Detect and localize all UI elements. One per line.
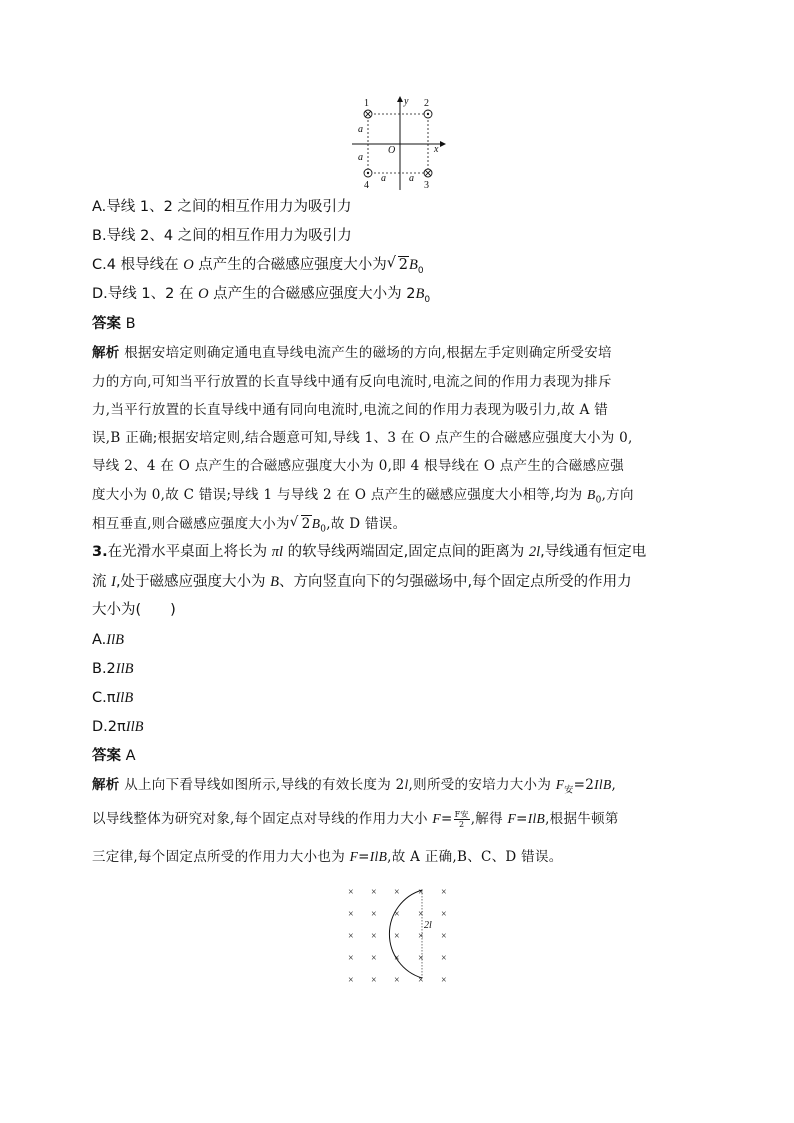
q2-expl-6a: 度大小为 0,故 C 错误;导线 1 与导线 2 在 O 点产生的磁感应强度大小相等,均为 (92, 487, 588, 503)
field-cross-icon: × (371, 931, 377, 942)
q2-expl-line-5: 导线 2、4 在 O 点产生的合磁感应强度大小为 0,即 4 根导线在 O 点产生的合磁感应强 (92, 458, 625, 474)
q2-option-d-prefix: D.导线 1、2 在 (92, 286, 199, 302)
q2-option-a: A.导线 1、2 之间的相互作用力为吸引力 (92, 199, 352, 215)
q2-expl-7a: 相互垂直,则合磁感应强度大小为 (92, 516, 290, 532)
field-cross-icon: × (348, 931, 354, 942)
q3-expl-1e: , (611, 777, 617, 793)
q3-expl-2c: = (516, 811, 528, 827)
field-cross-icon: × (348, 887, 354, 898)
field-cross-icon: × (394, 887, 400, 898)
q2-option-c-o: O (183, 257, 194, 273)
magnetic-field-wire-figure (340, 878, 460, 988)
q3-expl-1b: ,则所受的安培力大小为 (408, 777, 556, 793)
q3-option-a-label: A. (92, 632, 107, 648)
label-origin: O (388, 145, 396, 156)
q3-stem-2a: 流 (92, 574, 112, 590)
q3-stem-2-i: I (111, 574, 116, 590)
q2-expl-6c: ,方向 (601, 487, 634, 503)
label-a-bottom-right: a (409, 173, 414, 184)
y-axis-arrow (397, 96, 403, 102)
q2-expl-7c: ,故 D 错误。 (326, 516, 407, 532)
field-cross-icon: × (418, 909, 424, 920)
q3-stem-line-2 (92, 571, 632, 593)
q3-stem-line-3: 大小为( ) (92, 602, 176, 618)
q3-stem-1b: 的软导线两端固定,固定点间的距离为 (283, 544, 529, 560)
q3-option-c-val: IlB (115, 690, 134, 706)
field-crosses (348, 887, 447, 986)
field-cross-icon: × (418, 931, 424, 942)
q2-expl-line-1 (92, 342, 612, 364)
field-cross-icon: × (371, 953, 377, 964)
field-cross-icon: × (418, 975, 424, 986)
q2-expl-7b: B (311, 516, 321, 531)
fraction-denominator: 2 (458, 820, 465, 829)
q2-answer-label: 答案 (92, 316, 121, 332)
wire-1-into-page-icon (364, 110, 372, 118)
q3-expl-1d: IlB (594, 777, 612, 792)
field-cross-icon: × (441, 953, 447, 964)
label-a-left-top: a (358, 124, 363, 135)
q3-expl-3-F: F (349, 849, 359, 864)
q2-expl-7sub: 0 (320, 524, 327, 535)
q2-expl-label: 解析 (92, 345, 120, 361)
q3-answer (92, 745, 136, 767)
q3-expl-line-2 (92, 808, 619, 830)
q3-expl-2-eq: = (440, 811, 453, 827)
q3-expl-2e: ,根据牛顿第 (545, 811, 619, 827)
q3-expl-3d: ,故 A 正确,B、C、D 错误。 (387, 849, 563, 865)
fraction-numerator: F安 (454, 810, 469, 819)
field-cross-icon: × (441, 931, 447, 942)
q2-option-c-sub: 0 (417, 265, 424, 276)
field-cross-icon: × (348, 953, 354, 964)
q3-stem-2-B: B (270, 574, 280, 590)
q3-option-c (92, 687, 133, 709)
field-cross-icon: × (371, 975, 377, 986)
q3-stem-1-2l: 2l (528, 544, 541, 560)
q3-expl-2a: 以导线整体为研究对象,每个固定点对导线的作用力大小 (92, 811, 433, 827)
field-cross-icon: × (371, 887, 377, 898)
field-cross-icon: × (348, 975, 354, 986)
q3-stem-2c: 、方向竖直向下的匀强磁场中,每个固定点所受的作用力 (279, 574, 632, 590)
q3-expl-2b: ,解得 (470, 811, 508, 827)
q3-option-a-val: IlB (106, 632, 124, 648)
q3-expl-1c: =2 (573, 777, 595, 793)
q3-option-d-label: D.2π (92, 719, 126, 735)
q3-expl-1-F: F (555, 777, 565, 792)
q3-option-b-label: B.2 (92, 661, 116, 677)
q3-option-b (92, 658, 134, 680)
q3-expl-1-l: l (404, 777, 409, 792)
q2-option-c-prefix: C.4 根导线在 (92, 257, 184, 273)
q2-option-b: B.导线 2、4 之间的相互作用力为吸引力 (92, 228, 352, 244)
q2-expl-line-3: 力,当平行放置的长直导线中通有同向电流时,电流之间的作用力表现为吸引力,故 A 错 (92, 402, 609, 418)
q2-option-c-sqrt-value: 2 (398, 257, 409, 273)
label-a-bottom-left: a (381, 173, 386, 184)
q3-stem-1c: ,导线通有恒定电 (540, 544, 647, 560)
label-4: 4 (364, 180, 369, 191)
q3-number: 3. (92, 544, 108, 560)
q3-expl-2-F2: F (507, 811, 517, 826)
q2-expl-6b: B (587, 487, 596, 502)
q2-option-d-o: O (198, 286, 209, 302)
q2-expl-line-4: 误,B 正确;根据安培定则,结合题意可知,导线 1、3 在 O 点产生的合磁感应强度大小为 0, (92, 430, 633, 446)
q2-option-d-sub: 0 (424, 294, 431, 305)
field-cross-icon: × (441, 887, 447, 898)
q3-expl-3a: 三定律,每个固定点所受的作用力大小也为 (92, 849, 350, 865)
label-y: y (404, 96, 409, 107)
sqrt-symbol: √ 2 (386, 255, 409, 273)
field-cross-icon: × (441, 975, 447, 986)
q3-expl-1-sub: 安 (564, 785, 574, 796)
label-a-left-bottom: a (358, 152, 363, 163)
q3-option-b-val: IlB (115, 661, 134, 677)
q3-answer-label: 答案 (92, 748, 121, 764)
label-3: 3 (424, 180, 429, 191)
q2-expl-6sub: 0 (595, 495, 602, 506)
q3-stem-1-pil: πl (271, 544, 284, 560)
field-cross-icon: × (371, 909, 377, 920)
q3-stem-line-1 (92, 541, 646, 563)
field-cross-icon: × (394, 953, 400, 964)
field-cross-icon: × (418, 953, 424, 964)
q3-expl-2-F: F (432, 811, 441, 826)
wire-4-out-of-page-icon (364, 169, 372, 177)
q3-expl-line-3 (92, 846, 563, 868)
q2-option-c-mid: 点产生的合磁感应强度大小为 (193, 257, 387, 273)
q3-expl-3b: = (358, 849, 370, 865)
q2-expl-line-2: 力的方向,可知当平行放置的长直导线中通有反向电流时,电流之间的作用力表现为排斥 (92, 374, 612, 390)
q2-option-d-mid: 点产生的合磁感应强度大小为 2 (208, 286, 416, 302)
q2-expl-7-sqrt-value: 2 (301, 516, 311, 532)
q3-expl-label: 解析 (92, 777, 120, 793)
label-2l: 2l (424, 920, 432, 931)
field-cross-icon: × (441, 909, 447, 920)
q3-expl-3c: IlB (369, 849, 388, 864)
q2-option-c-b: B (409, 257, 418, 273)
wire-3-into-page-icon (424, 169, 432, 177)
fraction (454, 810, 470, 829)
field-cross-icon: × (348, 909, 354, 920)
wires-axes-figure (340, 92, 460, 192)
label-x: x (434, 144, 439, 155)
q3-option-d-val: IlB (125, 719, 144, 735)
q3-expl-line-1 (92, 774, 616, 802)
q2-answer-value: B (125, 316, 136, 332)
q3-option-d (92, 716, 143, 738)
q3-expl-2d: IlB (527, 811, 546, 826)
q2-answer (92, 313, 136, 335)
q2-option-d (92, 283, 430, 311)
q3-option-c-label: C.π (92, 690, 116, 706)
wire-2-out-of-page-icon (424, 110, 432, 118)
q2-expl-line-6 (92, 484, 634, 512)
field-cross-icon: × (418, 887, 424, 898)
q3-expl-1a: 从上向下看导线如图所示,导线的有效长度为 2 (124, 777, 405, 793)
q3-stem-2b: ,处于磁感应强度大小为 (115, 574, 271, 590)
label-1: 1 (364, 98, 369, 109)
q2-option-d-b: B (415, 286, 425, 302)
q3-answer-value: A (125, 748, 136, 764)
q2-option-c (92, 254, 424, 282)
q3-stem-1a: 在光滑水平桌面上将长为 (107, 544, 272, 560)
q3-option-a (92, 629, 124, 651)
x-axis-arrow (440, 141, 446, 147)
field-cross-icon: × (394, 909, 400, 920)
field-cross-icon: × (394, 975, 400, 986)
label-2: 2 (424, 98, 429, 109)
q2-expl-line-7 (92, 513, 406, 541)
q2-expl-text-1: 根据安培定则确定通电直导线电流产生的磁场的方向,根据左手定则确定所受安培 (124, 345, 612, 361)
field-cross-icon: × (394, 931, 400, 942)
sqrt-symbol-2: √ 2 (289, 514, 311, 532)
